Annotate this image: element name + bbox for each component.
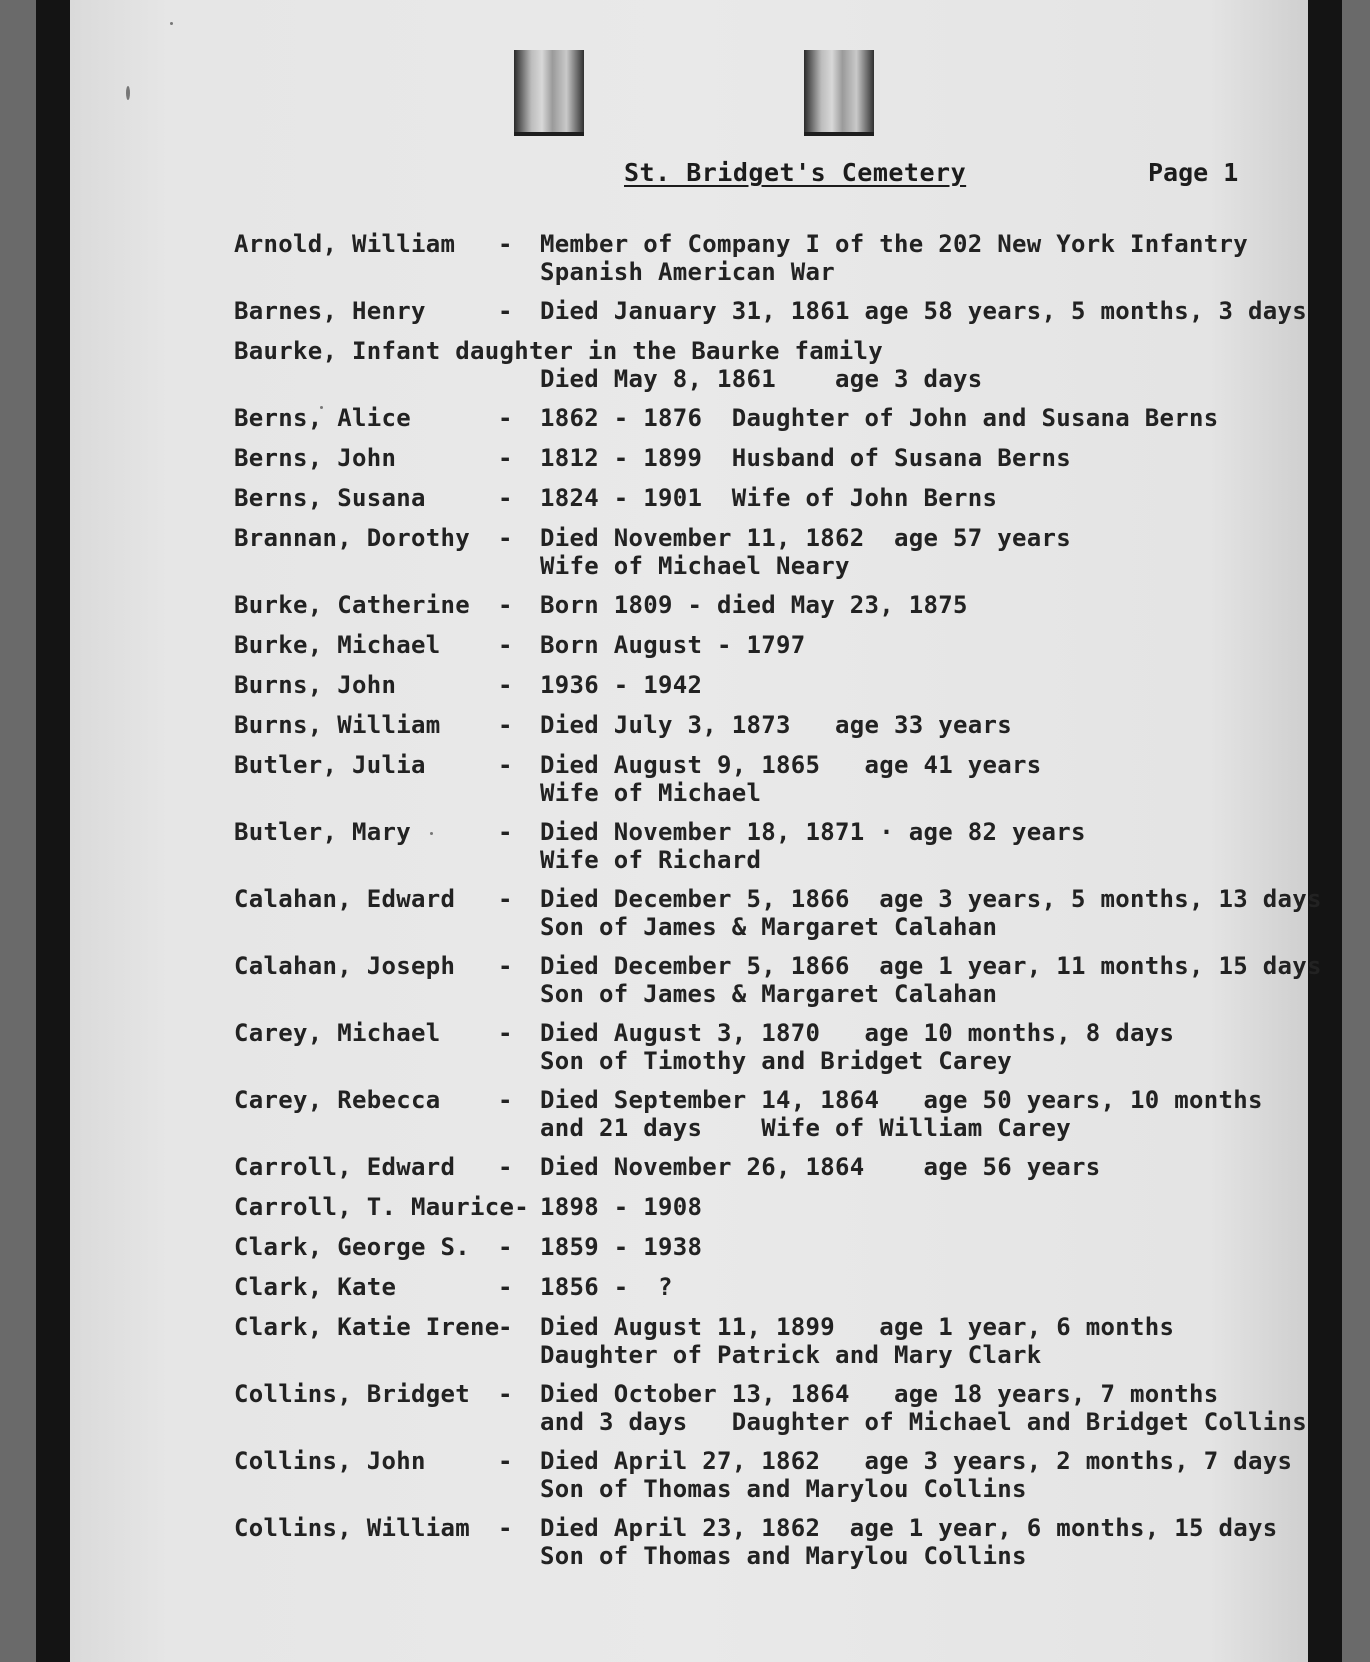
record-details bbox=[540, 444, 1304, 472]
record-name: Collins, John bbox=[234, 1447, 426, 1475]
record-details bbox=[540, 1153, 1304, 1181]
record-details bbox=[540, 1313, 1304, 1369]
record-details bbox=[540, 524, 1304, 580]
page-number: Page 1 bbox=[1148, 158, 1239, 187]
record-name: Berns, Alice bbox=[234, 404, 411, 432]
scan-border-left bbox=[0, 0, 36, 1662]
burial-record bbox=[234, 885, 1322, 941]
burial-record bbox=[234, 1019, 1304, 1075]
record-details bbox=[540, 952, 1322, 1008]
record-name: Butler, Mary bbox=[234, 818, 411, 846]
record-detail-line: Son of James & Margaret Calahan bbox=[540, 980, 998, 1008]
burial-record bbox=[234, 337, 1304, 393]
burial-record bbox=[234, 1153, 1304, 1181]
record-name: Carroll, Edward bbox=[234, 1153, 456, 1181]
record-details bbox=[540, 404, 1304, 432]
record-name: Burns, William bbox=[234, 711, 441, 739]
record-detail-line: 1856 - ? bbox=[540, 1273, 673, 1301]
record-name: Calahan, Joseph bbox=[234, 952, 456, 980]
record-separator: - bbox=[498, 1514, 513, 1542]
record-detail-line: Daughter of Patrick and Mary Clark bbox=[540, 1341, 1042, 1369]
record-name: Burke, Michael bbox=[234, 631, 441, 659]
record-detail-line: and 21 days Wife of William Carey bbox=[540, 1114, 1071, 1142]
burial-record bbox=[234, 671, 1304, 699]
record-detail-line: 1862 - 1876 Daughter of John and Susana Berns bbox=[540, 404, 1219, 432]
burial-record bbox=[234, 711, 1304, 739]
record-details bbox=[540, 751, 1304, 807]
record-detail-line: Died April 27, 1862 age 3 years, 2 months, 7 days bbox=[540, 1447, 1293, 1475]
record-details bbox=[540, 818, 1304, 874]
record-separator: - bbox=[498, 1380, 513, 1408]
record-name: Butler, Julia bbox=[234, 751, 426, 779]
burial-record bbox=[234, 751, 1304, 807]
record-detail-line: Wife of Michael Neary bbox=[540, 552, 850, 580]
record-detail-line: 1898 - 1908 bbox=[540, 1193, 703, 1221]
burial-record bbox=[234, 524, 1304, 580]
burial-record bbox=[234, 1313, 1304, 1369]
record-name: Brannan, Dorothy bbox=[234, 524, 470, 552]
record-detail-line: Son of James & Margaret Calahan bbox=[540, 913, 998, 941]
burial-record bbox=[234, 484, 1304, 512]
record-detail-line: Died April 23, 1862 age 1 year, 6 months, 15 days bbox=[540, 1514, 1278, 1542]
record-detail-line: Died January 31, 1861 age 58 years, 5 months, 3 days bbox=[540, 297, 1307, 325]
record-separator: - bbox=[498, 484, 513, 512]
record-detail-line: Son of Thomas and Marylou Collins bbox=[540, 1542, 1027, 1570]
record-detail-line: 1812 - 1899 Husband of Susana Berns bbox=[540, 444, 1071, 472]
burial-records-list bbox=[234, 230, 1322, 1581]
burial-record bbox=[234, 1193, 1304, 1221]
record-details bbox=[540, 1380, 1307, 1436]
record-name: Clark, Katie Irene bbox=[234, 1313, 500, 1341]
record-name: Carey, Rebecca bbox=[234, 1086, 441, 1114]
burial-record bbox=[234, 297, 1307, 325]
binder-clip-right bbox=[804, 50, 874, 136]
burial-record bbox=[234, 1233, 1304, 1261]
record-separator: - bbox=[498, 1153, 513, 1181]
record-detail-line: Son of Timothy and Bridget Carey bbox=[540, 1047, 1012, 1075]
record-separator: - bbox=[498, 524, 513, 552]
record-details bbox=[540, 230, 1304, 286]
record-details bbox=[540, 1273, 1304, 1301]
burial-record bbox=[234, 591, 1304, 619]
record-name: Clark, George S. bbox=[234, 1233, 470, 1261]
document-title: St. Bridget's Cemetery bbox=[624, 158, 967, 187]
record-details bbox=[540, 591, 1304, 619]
record-name: Collins, William bbox=[234, 1514, 470, 1542]
burial-record bbox=[234, 1380, 1307, 1436]
record-detail-line: Died November 11, 1862 age 57 years bbox=[540, 524, 1071, 552]
record-separator: - bbox=[498, 751, 513, 779]
record-detail-line: 1824 - 1901 Wife of John Berns bbox=[540, 484, 998, 512]
record-detail-line: Died December 5, 1866 age 3 years, 5 months, 13 days bbox=[540, 885, 1322, 913]
record-separator: - bbox=[498, 1313, 513, 1341]
record-separator: - bbox=[498, 952, 513, 980]
record-separator: - bbox=[498, 885, 513, 913]
record-details bbox=[540, 1514, 1304, 1570]
record-details bbox=[540, 631, 1304, 659]
record-details bbox=[540, 711, 1304, 739]
record-detail-line: Son of Thomas and Marylou Collins bbox=[540, 1475, 1027, 1503]
record-details bbox=[540, 1233, 1304, 1261]
record-detail-line: Died September 14, 1864 age 50 years, 10 months bbox=[540, 1086, 1263, 1114]
record-separator: - bbox=[498, 818, 513, 846]
record-separator: - bbox=[498, 1019, 513, 1047]
record-detail-line: Died August 11, 1899 age 1 year, 6 months bbox=[540, 1313, 1175, 1341]
record-separator: - bbox=[498, 711, 513, 739]
record-detail-line: Born 1809 - died May 23, 1875 bbox=[540, 591, 968, 619]
record-detail-line: Died May 8, 1861 age 3 days bbox=[540, 365, 983, 393]
record-separator: - bbox=[498, 1086, 513, 1114]
record-detail-line: and 3 days Daughter of Michael and Bridget Collins bbox=[540, 1408, 1307, 1436]
record-name: Carey, Michael bbox=[234, 1019, 441, 1047]
record-separator: - bbox=[498, 297, 513, 325]
record-name: Barnes, Henry bbox=[234, 297, 426, 325]
burial-record bbox=[234, 818, 1304, 874]
burial-record bbox=[234, 952, 1322, 1008]
record-details bbox=[540, 484, 1304, 512]
paper-speck bbox=[126, 86, 130, 100]
record-detail-line: Died August 3, 1870 age 10 months, 8 days bbox=[540, 1019, 1175, 1047]
record-separator: - bbox=[498, 631, 513, 659]
record-separator: - bbox=[498, 1273, 513, 1301]
record-detail-line: Born August - 1797 bbox=[540, 631, 806, 659]
record-detail-line: Died December 5, 1866 age 1 year, 11 months, 15 days bbox=[540, 952, 1322, 980]
burial-record bbox=[234, 404, 1304, 432]
burial-record bbox=[234, 1514, 1304, 1570]
record-details bbox=[540, 297, 1307, 325]
burial-record bbox=[234, 1447, 1304, 1503]
record-details bbox=[540, 1086, 1304, 1142]
record-name: Burns, John bbox=[234, 671, 397, 699]
record-name: Burke, Catherine bbox=[234, 591, 470, 619]
record-name: Clark, Kate bbox=[234, 1273, 397, 1301]
record-detail-line: Wife of Michael bbox=[540, 779, 762, 807]
burial-record bbox=[234, 1086, 1304, 1142]
record-detail-line: 1936 - 1942 bbox=[540, 671, 703, 699]
record-details bbox=[540, 671, 1304, 699]
record-name: Collins, Bridget bbox=[234, 1380, 470, 1408]
record-details bbox=[540, 1019, 1304, 1075]
record-separator: - bbox=[498, 671, 513, 699]
record-details bbox=[540, 1193, 1304, 1221]
record-name: Carroll, T. Maurice- bbox=[234, 1193, 529, 1221]
record-detail-line: Wife of Richard bbox=[540, 846, 762, 874]
record-detail-line: Died October 13, 1864 age 18 years, 7 months bbox=[540, 1380, 1219, 1408]
binder-clip-left bbox=[514, 50, 584, 136]
record-name: Arnold, William bbox=[234, 230, 456, 258]
record-separator: - bbox=[498, 1233, 513, 1261]
record-name: Baurke, Infant daughter in the Baurke family bbox=[234, 337, 883, 365]
burial-record bbox=[234, 444, 1304, 472]
record-detail-line: Died July 3, 1873 age 33 years bbox=[540, 711, 1012, 739]
record-separator: - bbox=[498, 404, 513, 432]
burial-record bbox=[234, 1273, 1304, 1301]
record-name: Berns, John bbox=[234, 444, 397, 472]
record-detail-line: Died November 18, 1871 · age 82 years bbox=[540, 818, 1086, 846]
record-separator: - bbox=[498, 444, 513, 472]
record-detail-line: 1859 - 1938 bbox=[540, 1233, 703, 1261]
scan-border-right bbox=[1342, 0, 1370, 1662]
record-details bbox=[540, 1447, 1304, 1503]
burial-record bbox=[234, 631, 1304, 659]
record-name: Berns, Susana bbox=[234, 484, 426, 512]
record-separator: - bbox=[498, 230, 513, 258]
record-detail-line: Died August 9, 1865 age 41 years bbox=[540, 751, 1042, 779]
paper-speck bbox=[170, 22, 173, 25]
record-name: Calahan, Edward bbox=[234, 885, 456, 913]
burial-record bbox=[234, 230, 1304, 286]
record-separator: - bbox=[498, 591, 513, 619]
record-detail-line: Spanish American War bbox=[540, 258, 835, 286]
record-detail-line: Member of Company I of the 202 New York Infantry bbox=[540, 230, 1248, 258]
record-details bbox=[540, 885, 1322, 941]
record-detail-line: Died November 26, 1864 age 56 years bbox=[540, 1153, 1101, 1181]
record-separator: - bbox=[498, 1447, 513, 1475]
